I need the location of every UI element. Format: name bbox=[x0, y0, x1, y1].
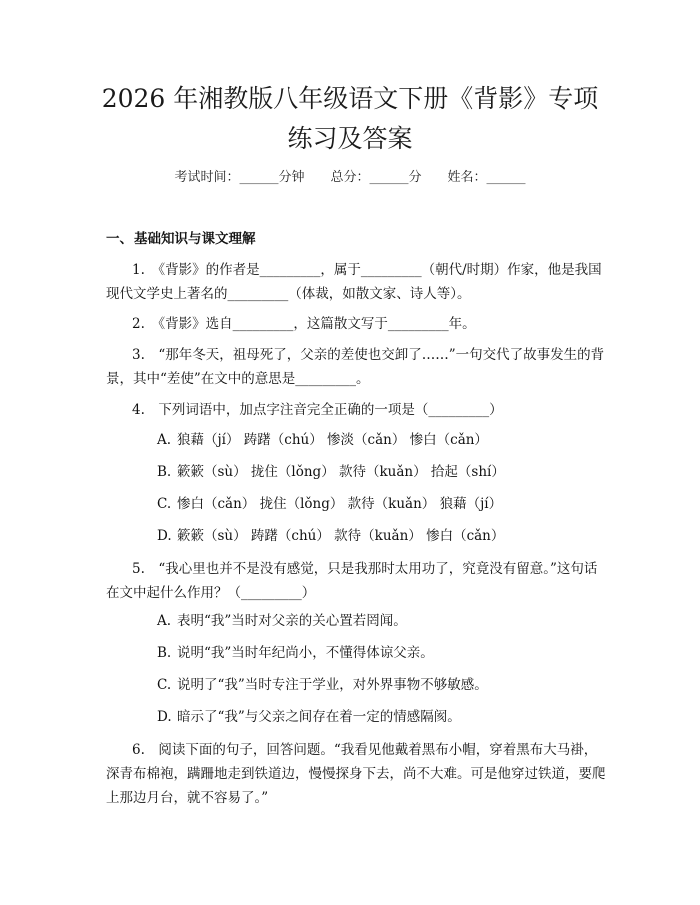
section-label: 基础知识与课文理解 bbox=[134, 231, 256, 247]
q5-option-b bbox=[157, 643, 434, 663]
q5-option-c bbox=[157, 675, 488, 695]
document-title-line-2: 练习及答案 bbox=[287, 124, 413, 153]
question-2: 2. 《背影》选自_________，这篇散文写于_________年。 bbox=[132, 316, 476, 332]
q4-option-d bbox=[157, 526, 504, 546]
option-text: 惨白（cǎn） 拢住（lǒng） 款待（kuǎn） 狼藉（jí） bbox=[177, 496, 503, 512]
option-letter: D. bbox=[157, 528, 172, 544]
question-4: 4. 下列词语中，加点字注音完全正确的一项是（_________） bbox=[132, 402, 503, 418]
option-letter: A. bbox=[157, 432, 172, 448]
student-name: 姓名：______ bbox=[447, 170, 526, 185]
section-number: 一、 bbox=[106, 231, 133, 247]
q5-option-d bbox=[157, 707, 461, 727]
option-text: 簌簌（sù） 踌躇（chú） 款待（kuǎn） 惨白（cǎn） bbox=[177, 528, 505, 544]
option-letter: B. bbox=[157, 464, 172, 480]
option-text: 暗示了“我”与父亲之间存在着一定的情感隔阂。 bbox=[177, 709, 461, 725]
option-text: 狼藉（jí） 踌躇（chú） 惨淡（cǎn） 惨白（cǎn） bbox=[177, 432, 488, 448]
question-1: 1. 《背影》的作者是_________，属于_________（朝代/时期）作家，他是我国现代文学史上著名的_________（体裁，如散文家、诗人等）。 bbox=[106, 262, 602, 302]
option-text: 说明了“我”当时专注于学业，对外界事物不够敏感。 bbox=[177, 677, 488, 693]
option-letter: C. bbox=[157, 677, 172, 693]
question-3: 3. “那年冬天，祖母死了，父亲的差使也交卸了……”一句交代了故事发生的背景，其中“差使”在文中的意思是_________。 bbox=[106, 347, 605, 387]
option-letter: D. bbox=[157, 709, 172, 725]
q4-option-a bbox=[157, 430, 488, 450]
exam-score: 总分：______分 bbox=[330, 170, 422, 185]
document-title-line-1: 2026 年湘教版八年级语文下册《背影》专项 bbox=[101, 84, 599, 113]
exam-time: 考试时间：______分钟 bbox=[174, 170, 305, 185]
option-letter: A. bbox=[157, 613, 172, 629]
option-letter: B. bbox=[157, 645, 172, 661]
q4-option-c bbox=[157, 494, 502, 514]
option-text: 说明“我”当时年纪尚小，不懂得体谅父亲。 bbox=[177, 645, 434, 661]
question-6: 6. 阅读下面的句子，回答问题。“我看见他戴着黑布小帽，穿着黑布大马褂，深青布棉袍，蹒跚地走到铁道边，慢慢探身下去，尚不大难。可是他穿过铁道，要爬上那边月台，就不容易了。” bbox=[106, 742, 606, 806]
q4-option-b bbox=[157, 462, 505, 482]
question-5: 5. “我心里也并不是没有感觉，只是我那时太用功了，究竟没有留意。”这句话在文中起什么作用？（_________） bbox=[106, 561, 598, 601]
option-letter: C. bbox=[157, 496, 172, 512]
option-text: 表明“我”当时对父亲的关心置若罔闻。 bbox=[177, 613, 407, 629]
q5-option-a bbox=[157, 611, 407, 631]
exam-meta-line bbox=[0, 168, 700, 188]
section-heading bbox=[106, 229, 256, 249]
option-text: 簌簌（sù） 拢住（lǒng） 款待（kuǎn） 拾起（shí） bbox=[177, 464, 505, 480]
